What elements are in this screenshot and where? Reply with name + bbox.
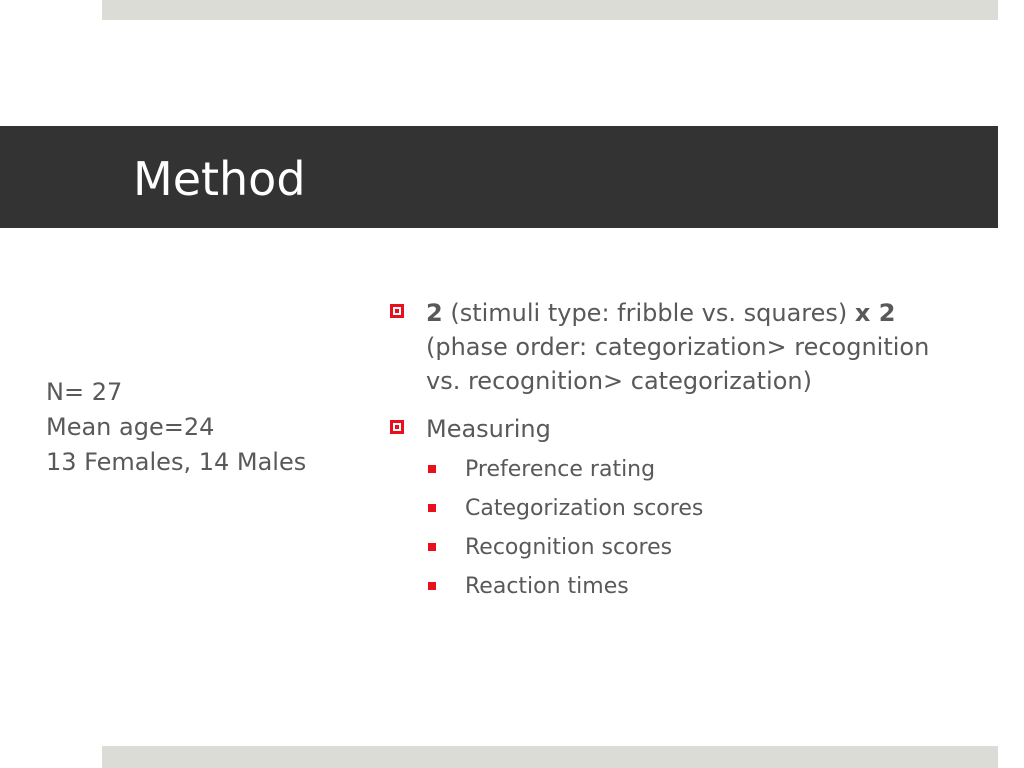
- list-item-label: Preference rating: [465, 457, 656, 482]
- list-item-label: Reaction times: [465, 574, 629, 599]
- list-item: [426, 489, 948, 528]
- participants-info: [46, 375, 306, 480]
- measuring-list: [426, 450, 948, 606]
- design-bullet: [388, 296, 948, 398]
- square-bullet-icon: [428, 582, 436, 590]
- square-bullet-icon: [428, 465, 436, 473]
- list-item: [426, 450, 948, 489]
- list-item: [426, 567, 948, 606]
- design-factor-2: x 2: [854, 299, 896, 327]
- design-factor-2-desc: (phase order: categorization> recognition vs. recognition> categorization): [426, 333, 930, 395]
- slide-title: Method: [133, 152, 306, 206]
- box-bullet-icon: [390, 304, 404, 318]
- list-item: [426, 528, 948, 567]
- square-bullet-icon: [428, 504, 436, 512]
- square-bullet-icon: [428, 543, 436, 551]
- measuring-bullet: [388, 412, 948, 606]
- bottom-decor-bar: [102, 746, 998, 768]
- list-item-label: Categorization scores: [465, 496, 704, 521]
- top-decor-bar: [102, 0, 998, 20]
- list-item-label: Recognition scores: [465, 535, 673, 560]
- participants-gender: 13 Females, 14 Males: [46, 448, 307, 476]
- design-factor-1: 2: [426, 299, 443, 327]
- box-bullet-icon: [390, 420, 404, 434]
- measuring-label: Measuring: [426, 415, 551, 443]
- participants-count: N= 27: [46, 378, 123, 406]
- participants-mean-age: Mean age=24: [46, 413, 215, 441]
- design-factor-1-desc: (stimuli type: fribble vs. squares): [442, 299, 855, 327]
- method-bullets: [388, 296, 948, 606]
